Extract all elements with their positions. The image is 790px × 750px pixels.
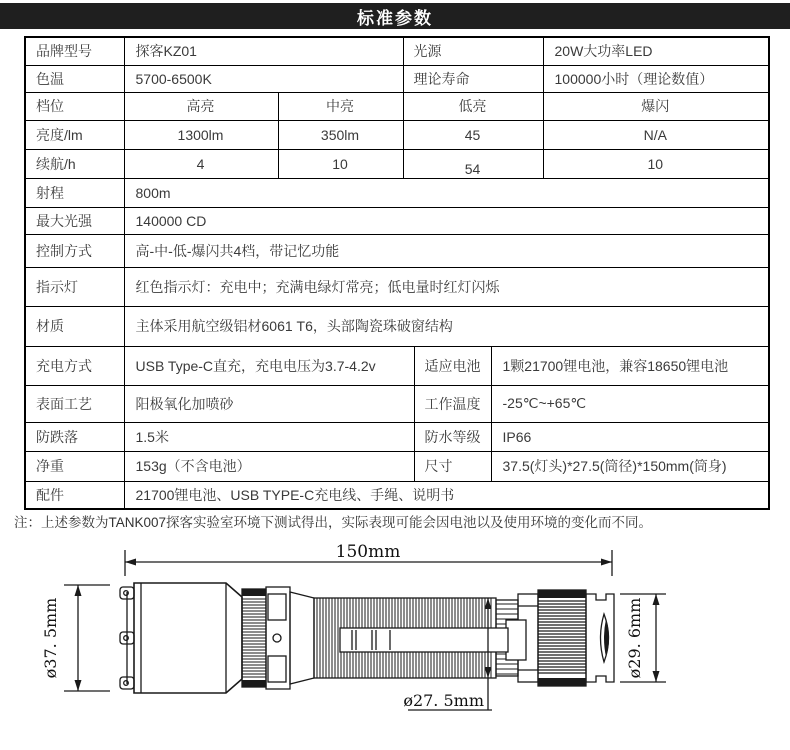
spec-value: IP66 [491, 422, 769, 451]
spec-label: 指示灯 [25, 267, 124, 306]
spec-value: 153g（不含电池） [124, 451, 414, 481]
spec-value: 100000小时（理论数值） [543, 65, 769, 92]
footnote: 注：上述参数为TANK007探客实验室环境下测试得出，实际表现可能会因电池以及使用环境的变化而不同。 [14, 515, 653, 530]
spec-value: 45 [403, 120, 543, 149]
flashlight-technical-drawing [0, 540, 790, 750]
spec-label: 净重 [25, 451, 124, 481]
spec-label: 尺寸 [414, 451, 491, 481]
spec-label: 配件 [25, 481, 124, 509]
spec-value: 37.5(灯头)*27.5(筒径)*150mm(筒身) [491, 451, 769, 481]
spec-value: 主体采用航空级铝材6061 T6，头部陶瓷珠破窗结构 [124, 306, 769, 346]
spec-value: 21700锂电池、USB TYPE-C充电线、手绳、说明书 [124, 481, 769, 509]
dim-head-diameter [41, 585, 110, 691]
page-title: 标准参数 [357, 8, 433, 28]
spec-value: 1颗21700锂电池，兼容18650锂电池 [491, 346, 769, 385]
spec-value: 高亮 [124, 92, 278, 120]
spec-label: 表面工艺 [25, 385, 124, 422]
spec-value: 高-中-低-爆闪共4档，带记忆功能 [124, 234, 769, 267]
spec-value: USB Type-C直充，充电电压为3.7-4.2v [124, 346, 414, 385]
spec-value: 爆闪 [543, 92, 769, 120]
spec-label: 理论寿命 [403, 65, 543, 92]
spec-value: 10 [278, 149, 403, 178]
title-bar [0, 3, 790, 29]
pocket-clip [340, 628, 508, 652]
spec-value: 800m [124, 178, 769, 207]
spec-label: 光源 [403, 37, 543, 65]
knurl-b-stripes [538, 601, 586, 673]
dim-tail-diameter-label: ø29. 6mm [625, 597, 644, 679]
knurl-a-stripes [242, 599, 266, 677]
spec-label: 射程 [25, 178, 124, 207]
spec-value: 中亮 [278, 92, 403, 120]
spec-label: 最大光强 [25, 207, 124, 234]
spec-label: 适应电池 [414, 346, 491, 385]
spec-label: 充电方式 [25, 346, 124, 385]
spec-value: 5700-6500K [124, 65, 403, 92]
spec-label: 色温 [25, 65, 124, 92]
spec-label: 防跌落 [25, 422, 124, 451]
dim-body-diameter-label: ø27. 5mm [403, 691, 484, 710]
spec-label: 材质 [25, 306, 124, 346]
spec-label: 防水等级 [414, 422, 491, 451]
spec-label: 控制方式 [25, 234, 124, 267]
spec-value: 阳极氧化加喷砂 [124, 385, 414, 422]
spec-value: 350lm [278, 120, 403, 149]
spec-label: 续航/h [25, 149, 124, 178]
spec-value: 红色指示灯：充电中；充满电绿灯常亮；低电量时红灯闪烁 [124, 267, 769, 306]
dim-length-label: 150mm [335, 542, 401, 562]
spec-label: 品牌型号 [25, 37, 124, 65]
spec-value: 20W大功率LED [543, 37, 769, 65]
dim-tail-diameter [620, 594, 666, 682]
dim-length [125, 542, 612, 576]
spec-value: 1300lm [124, 120, 278, 149]
clip-mount [506, 620, 526, 660]
spec-value: 140000 CD [124, 207, 769, 234]
spec-label: 亮度/lm [25, 120, 124, 149]
spec-value: 10 [543, 149, 769, 178]
spec-table [24, 36, 770, 510]
spec-value: -25℃~+65℃ [491, 385, 769, 422]
spec-value: 1.5米 [124, 422, 414, 451]
spec-value: N/A [543, 120, 769, 149]
spec-value: 低亮 [403, 92, 543, 120]
indicator-dot [273, 634, 281, 642]
dim-head-diameter-label: ø37. 5mm [41, 597, 60, 679]
spec-value: 54 [403, 149, 543, 178]
spec-label: 工作温度 [414, 385, 491, 422]
spec-label: 档位 [25, 92, 124, 120]
flashlight-outline [120, 583, 614, 693]
spec-value: 探客KZ01 [124, 37, 403, 65]
spec-value: 4 [124, 149, 278, 178]
